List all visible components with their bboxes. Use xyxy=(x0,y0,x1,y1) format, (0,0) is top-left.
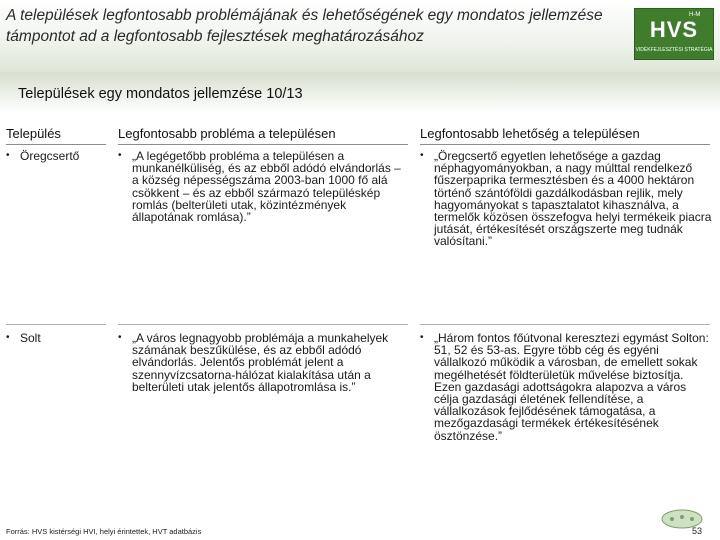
bullet-icon: • xyxy=(420,332,424,343)
row-divider xyxy=(420,324,710,325)
bullet-icon: • xyxy=(420,150,424,161)
header-rule-town xyxy=(6,144,106,145)
row-divider xyxy=(6,324,106,325)
source-note: Forrás: HVS kistérségi HVI, helyi érintettek, HVT adatbázis xyxy=(6,527,202,536)
table-row-opportunity: • „Öregcsertő egyetlen lehetősége a gazdag néphagyományokban, a nagy múlttal rendelkező fűszerpaprika termesztésben és a 4000 hektáron történő szántóföldi gazdálkodásban rejlik, mely hagyományokat s tapasztalatot kihasználva, a termelők közösen összefogva helyi termékeik piacra jutását, értékesítését országszerte meg tudnák valósítani.” xyxy=(420,149,712,249)
table-row-opportunity: • „Három fontos főútvonal keresztezi egymást Solton: 51, 52 és 53-as. Egyre több cég és egyéni vállalkozó működik a városban, de emellett sokak megélhetését földterületük művelése biztosítja. Ezen gazdasági adottságokra alapozva a város célja gazdasági életének fellendítése, a vállalkozások fejlődésének támogatása, a mezőgazdasági termékek értékesítésének ösztönzése.” xyxy=(420,331,709,443)
header-rule-opportunity xyxy=(420,144,710,145)
page-number: 53 xyxy=(692,526,703,536)
hvs-logo xyxy=(634,8,714,60)
bullet-icon: • xyxy=(118,150,122,161)
column-header-problem: Legfontosabb probléma a településen xyxy=(118,126,336,141)
table-row-problem: • „A város legnagyobb problémája a munkahelyek számának beszűkülése, és az ebből adódó elvándorlás. Jelentős problémát jelent a szennyvízcsatorna-hálózat kialakítása után a belterületi utak jelentős állapotromlása is.” xyxy=(118,331,389,394)
bullet-icon: • xyxy=(6,332,10,343)
slide-title: A települések legfontosabb problémájának és lehetőségének egy mondatos jellemzése támpontot ad a legfontosabb fejlesztések meghatározásához xyxy=(6,7,603,45)
logo-subtext: VIDÉKFEJLESZTÉSI STRATÉGIA xyxy=(635,47,713,53)
column-header-opportunity: Legfontosabb lehetőség a településen xyxy=(420,126,640,141)
table-row-problem: • „A legégetőbb probléma a településen a munkanélküliség, és az ebből adódó elvándorlás – a község népességszáma 2003-ban 1000 fő alá csökkent – és az ebből származó településkép romlás (belterületi utak, közintézmények állapotának romlása).” xyxy=(118,149,401,225)
bullet-icon: • xyxy=(118,332,122,343)
column-header-town: Település xyxy=(6,126,61,141)
header-rule-problem xyxy=(118,144,408,145)
table-row-town: • Solt xyxy=(6,331,41,345)
bullet-icon: • xyxy=(6,150,10,161)
row-divider xyxy=(118,324,408,325)
section-subtitle: Települések egy mondatos jellemzése 10/13 xyxy=(18,86,303,102)
logo-text: HVS xyxy=(649,17,699,42)
table-row-town: • Öregcsertő xyxy=(6,149,80,163)
logo-top-text: H-M xyxy=(689,12,701,18)
